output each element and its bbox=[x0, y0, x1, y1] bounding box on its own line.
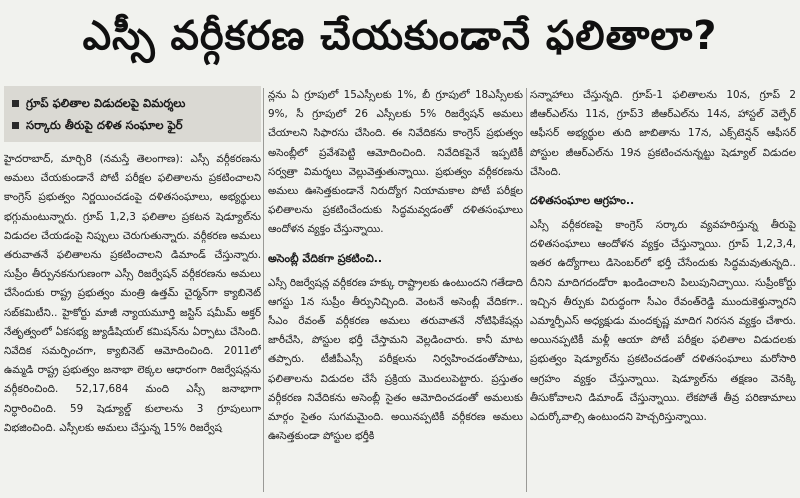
body-paragraph: ఎస్సీ వర్గీకరణపై కాంగ్రెస్ సర్కారు వ్యవహరిస్తున్న తీరుపై దళితసంఘాలు ఆందోళన వ్యక్తం చేస్తున్నాయి. గ్రూప్ 1,2,3,4, ఇతర ఉద్యోగాలు డిసెంబర్‌లో భర్తీ చేసేందుకు సిద్ధమవుతున్నది.. దీనిని మాదిగదండోరా ఖండించాలని పిలుపునిచ్చాయి. సుప్రీంకోర్టు ఇచ్చిన తీర్పుకు విరుద్ధంగా సీఎం రేవంత్‌రెడ్డి ముందుకెళ్తున్నారని ఎమ్మార్పీఎస్ అధ్యక్షుడు మందకృష్ణ మాదిగ నిరసన వ్యక్తం చేశారు. అయినప్పటికీ మళ్లీ ఆయా పోటీ పరీక్షల ఫలితాల విడుదలకు ప్రభుత్వం షెడ్యూల్‌ను ప్రకటించడంతో దళితసంఘాలు మరోసారి ఆగ్రహం వ్యక్తం చేస్తున్నాయి. షెడ్యూల్‌ను తక్షణం వెనక్కి తీసుకోవాలని డిమాండ్ చేస్తున్నాయి. లేకపోతే తీవ్ర పరిణామాలు ఎదుర్కోవాల్సి ఉంటుందని హెచ్చరిస్తున్నాయి. bbox=[530, 219, 796, 424]
highlight-item bbox=[12, 92, 253, 114]
square-bullet-icon bbox=[12, 122, 19, 129]
article-column-1 bbox=[4, 86, 261, 494]
body-paragraph: న్లను ఏ గ్రూపులో 15ఎస్సీలకు 1%, బీ గ్రూపులో 18ఎస్సీలకు 9%, సీ గ్రూపులో 26 ఎస్సీలకు 5% రిజర్వేషన్ అమలు చేయాలని సిఫారసు చేసింది. ఈ నివేదికను కాంగ్రెస్ ప్రభుత్వం అసెంబ్లీలో ప్రవేశపెట్టి ఆమోదించింది. నివేదికపైనే ఇప్పటికీ సర్వత్రా విమర్శలు వెల్లువెత్తుతున్నాయి. ప్రభుత్వం వర్గీకరణను అమలు ఊసెత్తకుండానే నిరుద్యోగ నియామకాల పోటీ పరీక్షల ఫలితాలను ప్రకటించేందుకు సిద్ధమవ్వడంతో దళితసంఘాలు ఆందోళన వ్యక్తం చేస్తున్నాయి. bbox=[268, 89, 523, 236]
highlight-item bbox=[12, 114, 253, 136]
column-divider bbox=[526, 88, 527, 492]
body-paragraph: సన్నాహాలు చేస్తున్నది. గ్రూప్-1 ఫలితాలను 10న, గ్రూప్ 2 జీఆర్ఎల్‌ను 11న, గ్రూప్3 జీఆర్ఎల్‌ను 14న, హాస్టల్ వెల్ఫేర్ ఆఫీసర్ అభ్యర్థుల తుది జాబితాను 17న, ఎక్స్‌టెన్షన్ ఆఫీసర్ పోస్టుల జీఆర్ఎల్‌ను 19న ప్రకటించనున్నట్టు షెడ్యూల్ విడుదల చేసింది. bbox=[530, 89, 796, 178]
section-subhead: దళితసంఘాల ఆగ్రహం.. bbox=[530, 194, 635, 208]
article-column-3 bbox=[530, 86, 796, 494]
headline: ఎస్సీ వర్గీకరణ చేయకుండానే ఫలితాలా? bbox=[82, 13, 718, 59]
highlight-text: సర్కారు తీరుపై దళిత సంఘాల ఫైర్ bbox=[26, 118, 183, 132]
highlight-text: గ్రూప్ ఫలితాల విడుదలపై విమర్శలు bbox=[26, 96, 186, 110]
square-bullet-icon bbox=[12, 100, 19, 107]
column-divider bbox=[263, 88, 264, 492]
body-paragraph: ఎస్సీ రిజర్వేషన్ల వర్గీకరణ హక్కు రాష్ట్రాలకు ఉంటుందని గతేడాది ఆగస్టు 1న సుప్రీం తీర్పునిచ్చింది. వెంటనే అసెంబ్లీ వేదికగా.. సీఎం రేవంత్ వర్గీకరణ అమలు తరువాతనే నోటిఫికేషన్లు జారీచేసి, పోస్టుల భర్తీ చేస్తామని వెల్లడించారు. కానీ మాట తప్పారు. టీజీపీఎస్సీ పరీక్షలను నిర్వహించడంతోపాటు, ఫలితాలను విడుదల చేసే ప్రక్రియ మొదలుపెట్టారు. ప్రస్తుతం వర్గీకరణ నివేదికను అసెంబ్లీ సైతం ఆమోదించడంతో అమలుకు మార్గం సైతం సుగమమైంది. అయినప్పటికీ వర్గీకరణ అమలు ఊసెత్తకుండా పోస్టుల భర్తీకి bbox=[268, 276, 523, 443]
body-paragraph: హైదరాబాద్, మార్చి8 (నమస్తే తెలంగాణ): ఎస్సీ వర్గీకరణను అమలు చేయకుండానే పోటీ పరీక్షల ఫలితాలను ప్రకటించాలని కాంగ్రెస్ ప్రభుత్వం నిర్ణయించడంపై దళితసంఘాలు, అభ్యర్థులు భగ్గుమంటున్నారు. గ్రూప్ 1,2,3 ఫలితాల ప్రకటన షెడ్యూల్‌ను విడుదల చేయడంపై నిప్పులు చెరుగుతున్నారు. వర్గీకరణ అమలు తరువాతనే ఫలితాలను ప్రకటించాలని డిమాండ్ చేస్తున్నారు. సుప్రీం తీర్పునకనుగుణంగా ఎస్సీ రిజర్వేషన్ వర్గీకరణను అమలు చేసేందుకు రాష్ట్ర ప్రభుత్వం మంత్రి ఉత్తమ్ చైర్మన్‌గా క్యాబినెట్ సబ్‌కమిటీని.. హైకోర్టు మాజీ న్యాయమూర్తి జస్టిస్ షమీమ్ అక్తర్ నేతృత్వంలో ఏకసభ్య జ్యుడీషియల్ కమిషన్‌ను ఏర్పాటు చేసింది. నివేదిక సమర్పించగా, క్యాబినెట్ ఆమోదించింది. 2011లో ఉమ్మడి రాష్ట్ర ప్రభుత్వం జనాభా లెక్కల ఆధారంగా రిజర్వేషన్లను వర్గీకరించింది. 52,17,684 మంది ఎస్సీ జనాభాగా నిర్ధారించింది. 59 షెడ్యూల్డ్ కులాలను 3 గ్రూపులుగా విభజించింది. ఎస్సీలకు అమలు చేస్తున్న 15% రిజర్వేష bbox=[4, 153, 261, 434]
highlights-box bbox=[4, 86, 261, 142]
article-column-2 bbox=[268, 86, 523, 494]
section-subhead: అసెంబ్లీ వేదికగా ప్రకటించి.. bbox=[268, 251, 383, 265]
